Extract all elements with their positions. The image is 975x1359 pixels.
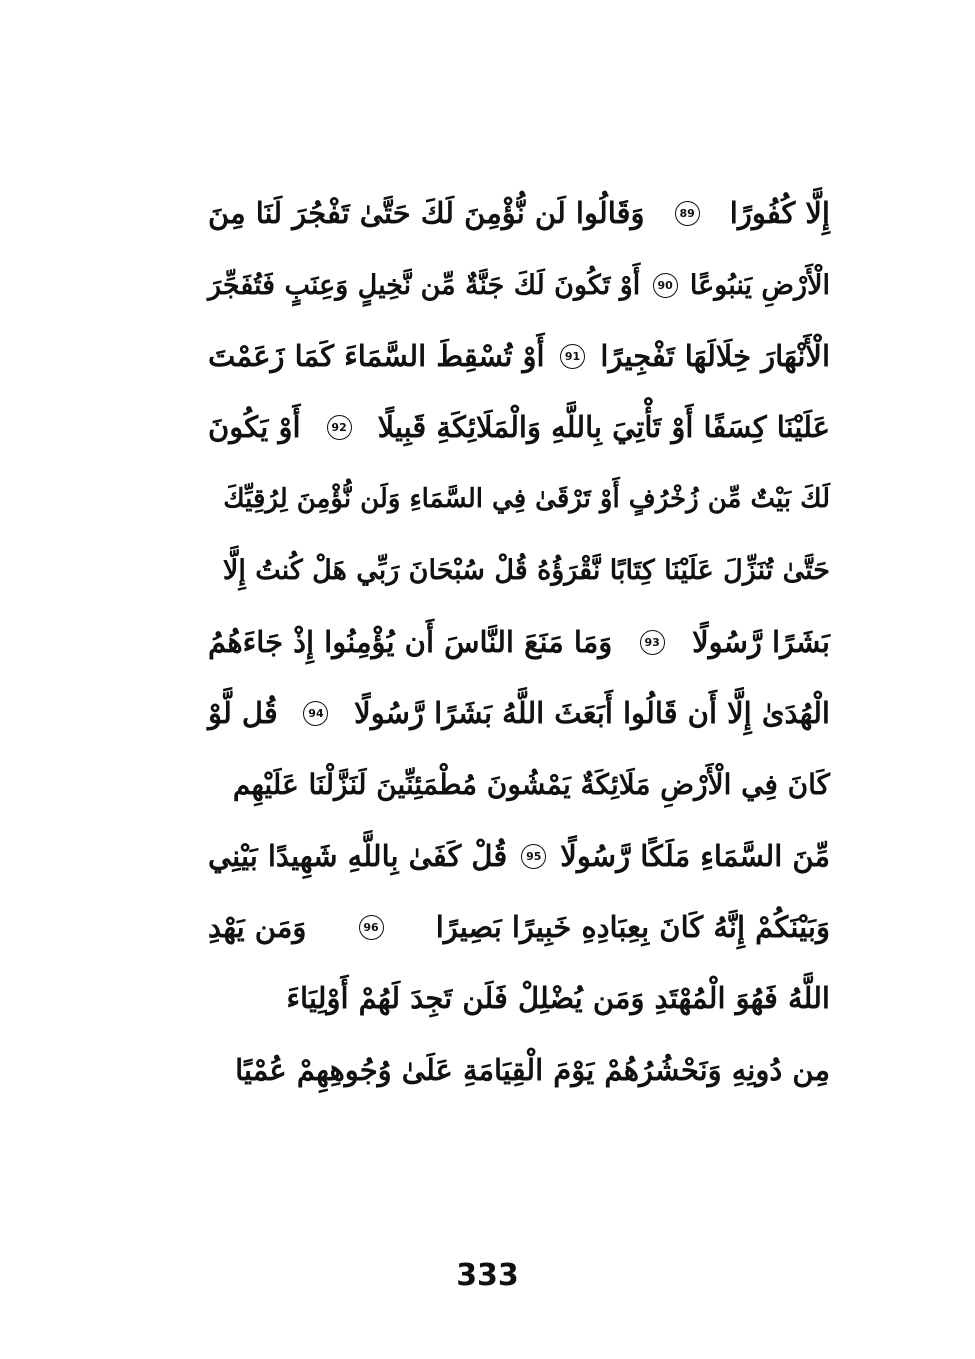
verse-text-block — [208, 178, 830, 1178]
verse-number-marker: 94 — [303, 701, 328, 726]
verse-text-segment: مِن دُونِهِ وَنَحْشُرُهُمْ يَوْمَ الْقِيَامَةِ عَلَىٰ وُجُوهِهِمْ عُمْيًا — [235, 1052, 830, 1087]
text-line — [208, 464, 830, 535]
verse-number-marker: 89 — [675, 201, 700, 226]
verse-text-segment: قُلْ كَفَىٰ بِاللَّهِ شَهِيدًا بَيْنِي — [208, 838, 508, 873]
verse-text-segment: الْأَرْضِ يَنبُوعًا — [689, 269, 830, 301]
verse-text-segment: لَكَ بَيْتٌ مِّن زُخْرُفٍ أَوْ تَرْقَىٰ فِي السَّمَاءِ وَلَن نُّؤْمِنَ لِرُقِيِّكَ — [223, 484, 830, 515]
text-line — [208, 963, 830, 1034]
verse-text-segment: أَوْ يَكُونَ — [208, 410, 301, 445]
verse-text-segment: كَانَ فِي الْأَرْضِ مَلَائِكَةٌ يَمْشُونَ مُطْمَئِنِّينَ لَنَزَّلْنَا عَلَيْهِم — [232, 767, 830, 801]
verse-number-marker: 92 — [327, 415, 352, 440]
verse-text-segment: الْأَنْهَارَ خِلَالَهَا تَفْجِيرًا — [600, 338, 830, 373]
verse-text-segment: مِّنَ السَّمَاءِ مَلَكًا رَّسُولًا — [560, 838, 830, 873]
text-line — [208, 678, 830, 749]
verse-text-segment: بَشَرًا رَّسُولًا — [692, 624, 830, 659]
text-line — [208, 1035, 830, 1106]
verse-text-segment: وَبَيْنَكُمْ إِنَّهُ كَانَ بِعِبَادِهِ خَبِيرًا بَصِيرًا — [435, 910, 830, 945]
verse-text-segment: إِلَّا كُفُورًا — [729, 196, 830, 231]
verse-text-segment: وَقَالُوا لَن نُّؤْمِنَ لَكَ حَتَّىٰ تَفْجُرَ لَنَا مِنَ — [208, 196, 645, 231]
verse-text-segment: حَتَّىٰ تُنَزِّلَ عَلَيْنَا كِتَابًا نَّقْرَؤُهُ قُلْ سُبْحَانَ رَبِّي هَلْ كُنتُ إِلَّا — [222, 555, 830, 587]
text-line — [208, 249, 830, 320]
verse-text-segment: قُل لَّوْ — [208, 695, 278, 730]
verse-number-marker: 96 — [359, 915, 384, 940]
text-line — [208, 892, 830, 963]
verse-text-segment: عَلَيْنَا كِسَفًا أَوْ تَأْتِيَ بِاللَّهِ وَالْمَلَائِكَةِ قَبِيلًا — [377, 410, 830, 445]
text-line — [208, 535, 830, 606]
verse-number-marker: 91 — [560, 344, 585, 369]
text-line — [208, 392, 830, 463]
text-line — [208, 321, 830, 392]
page-number: 333 — [456, 1258, 519, 1293]
verse-text-segment: أَوْ تَكُونَ لَكَ جَنَّةٌ مِّن نَّخِيلٍ وَعِنَبٍ فَتُفَجِّرَ — [208, 269, 641, 301]
text-line — [208, 606, 830, 677]
verse-text-segment: أَوْ تُسْقِطَ السَّمَاءَ كَمَا زَعَمْتَ — [208, 338, 545, 373]
text-line — [208, 178, 830, 249]
verse-number-marker: 90 — [653, 273, 678, 298]
verse-text-segment: وَمَا مَنَعَ النَّاسَ أَن يُؤْمِنُوا إِذْ جَاءَهُمُ — [208, 624, 613, 659]
verse-text-segment: اللَّهُ فَهُوَ الْمُهْتَدِ وَمَن يُضْلِلْ فَلَن تَجِدَ لَهُمْ أَوْلِيَاءَ — [286, 981, 830, 1016]
verse-number-marker: 93 — [640, 630, 665, 655]
text-line — [208, 821, 830, 892]
text-line — [208, 749, 830, 820]
verse-text-segment: وَمَن يَهْدِ — [208, 910, 307, 945]
verse-text-segment: الْهُدَىٰ إِلَّا أَن قَالُوا أَبَعَثَ اللَّهُ بَشَرًا رَّسُولًا — [354, 695, 830, 730]
verse-number-marker: 95 — [521, 844, 546, 869]
